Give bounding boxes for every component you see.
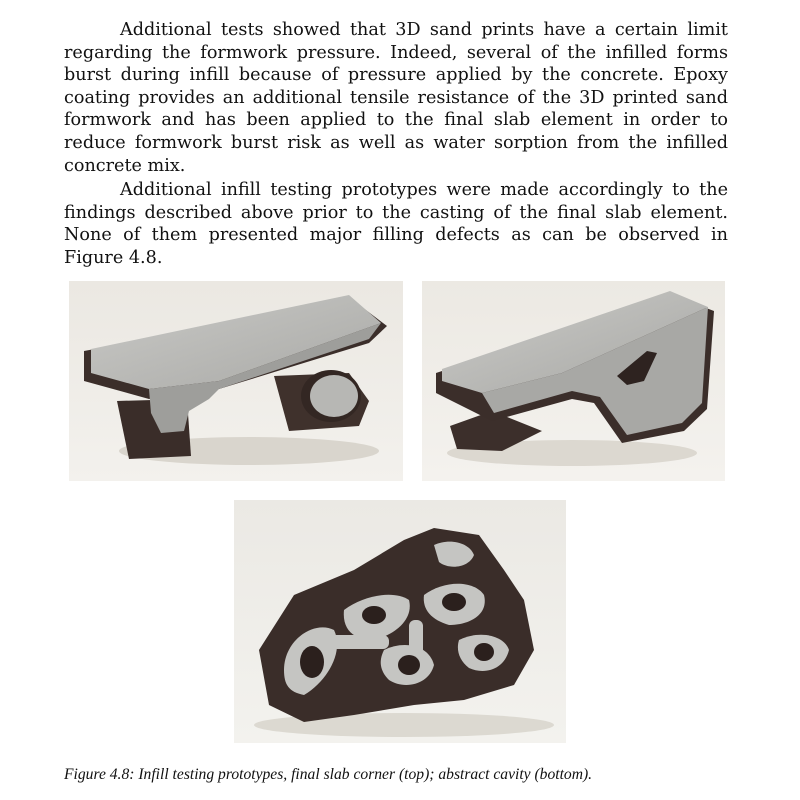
paragraph-infill-prototypes bbox=[64, 179, 728, 269]
figure-caption: Figure 4.8: Infill testing prototypes, final slab corner (top); abstract cavity (bottom). bbox=[64, 766, 593, 783]
photo-abstract-cavity bbox=[234, 500, 566, 743]
paragraph-formwork-pressure bbox=[64, 19, 728, 177]
paragraph-text: Additional infill testing prototypes were made accordingly to the findings described above prior to the casting of the final slab element. None of them presented major filling defects as can be observed in Figure 4.8. bbox=[64, 180, 728, 268]
paragraph-text: Additional tests showed that 3D sand prints have a certain limit regarding the formwork pressure. Indeed, several of the infilled forms burst during infill because of pressure applied by the concrete. Epoxy coating provides an additional tensile resistance of the 3D printed sand formwork and has been applied to the final slab element in order to reduce formwork burst risk as well as water sorption from the infilled concrete mix. bbox=[64, 20, 728, 176]
photo-slab-corner-round-leg bbox=[69, 281, 403, 481]
photo-slab-corner-opening bbox=[422, 281, 725, 481]
